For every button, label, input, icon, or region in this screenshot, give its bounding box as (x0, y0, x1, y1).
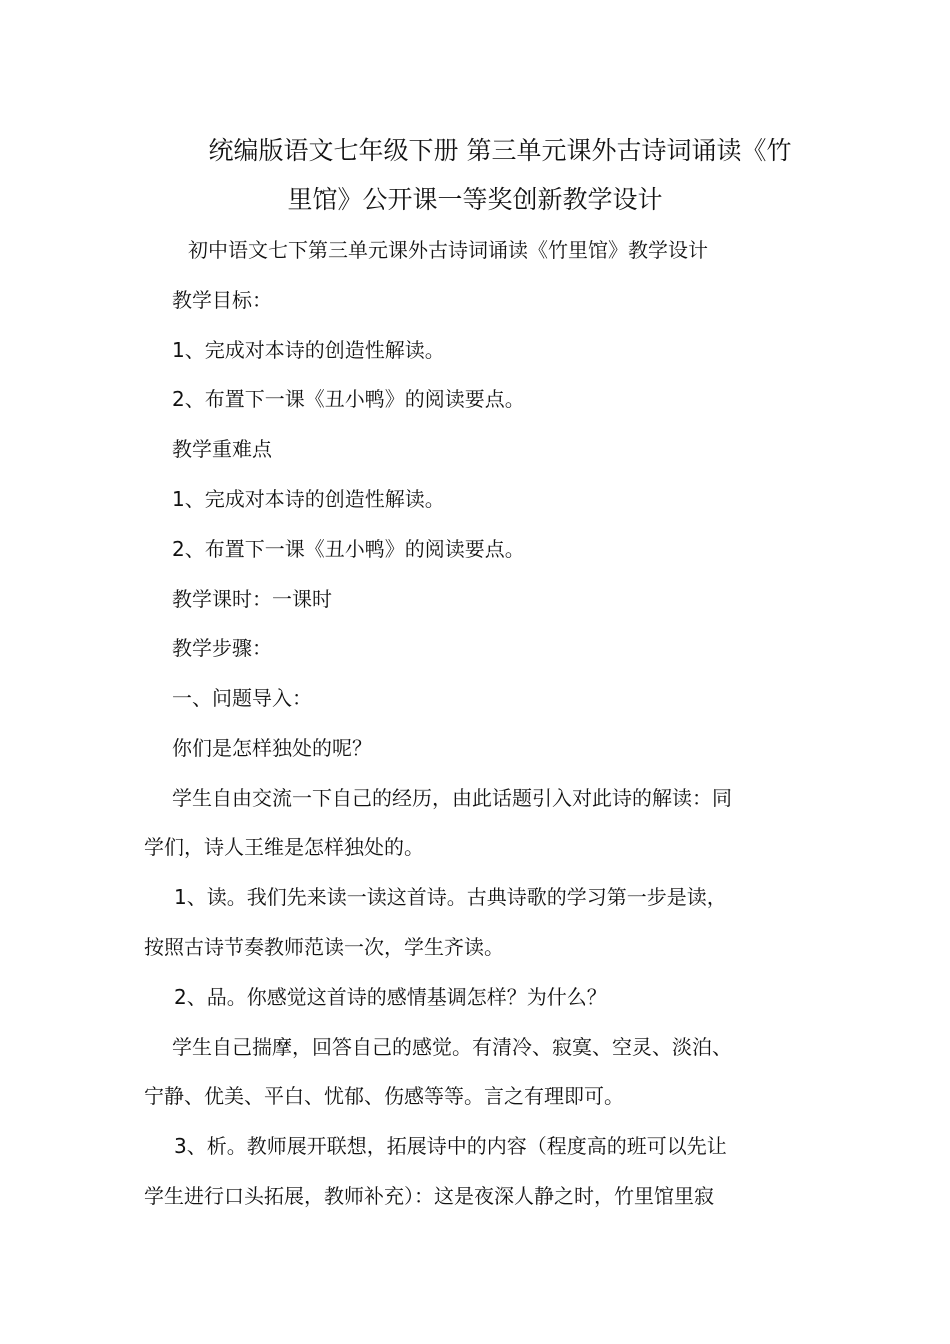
paragraph-feelings-line2: 宁静、优美、平白、忧郁、伤感等等。言之有理即可。 (144, 1084, 624, 1108)
paragraph-analyze-line2: 学生进行口头拓展，教师补充）：这是夜深人静之时，竹里馆里寂 (144, 1184, 714, 1208)
paragraph-discussion-line1: 学生自由交流一下自己的经历，由此话题引入对此诗的解读：同 (172, 786, 732, 810)
paragraph-read-line1: 1、读。我们先来读一读这首诗。古典诗歌的学习第一步是读， (174, 885, 727, 909)
document-title-line2: 里馆》公开课一等奖创新教学设计 (287, 185, 663, 214)
objective-item-1: 1、完成对本诗的创造性解读。 (172, 338, 445, 362)
key-point-item-2: 2、布置下一课《丑小鸭》的阅读要点。 (172, 537, 525, 561)
section-heading-objectives: 教学目标： (172, 288, 272, 312)
step-heading-intro: 一、问题导入： (172, 686, 312, 710)
paragraph-taste: 2、品。你感觉这首诗的感情基调怎样？为什么？ (174, 985, 607, 1009)
paragraph-read-line2: 按照古诗节奏教师范读一次，学生齐读。 (144, 935, 504, 959)
paragraph-feelings-line1: 学生自己揣摩，回答自己的感觉。有清冷、寂寞、空灵、淡泊、 (172, 1035, 732, 1059)
paragraph-discussion-line2: 学们，诗人王维是怎样独处的。 (144, 835, 424, 859)
section-class-hours: 教学课时：一课时 (172, 587, 332, 611)
paragraph-question: 你们是怎样独处的呢？ (172, 736, 372, 760)
objective-item-2: 2、布置下一课《丑小鸭》的阅读要点。 (172, 387, 525, 411)
paragraph-analyze-line1: 3、析。教师展开联想，拓展诗中的内容（程度高的班可以先让 (174, 1134, 727, 1158)
section-heading-key-points: 教学重难点 (172, 437, 272, 461)
document-title-line1: 统编版语文七年级下册 第三单元课外古诗词诵读《竹 (208, 136, 792, 165)
document-subtitle: 初中语文七下第三单元课外古诗词诵读《竹里馆》教学设计 (188, 238, 708, 262)
section-heading-steps: 教学步骤： (172, 636, 272, 660)
key-point-item-1: 1、完成对本诗的创造性解读。 (172, 487, 445, 511)
